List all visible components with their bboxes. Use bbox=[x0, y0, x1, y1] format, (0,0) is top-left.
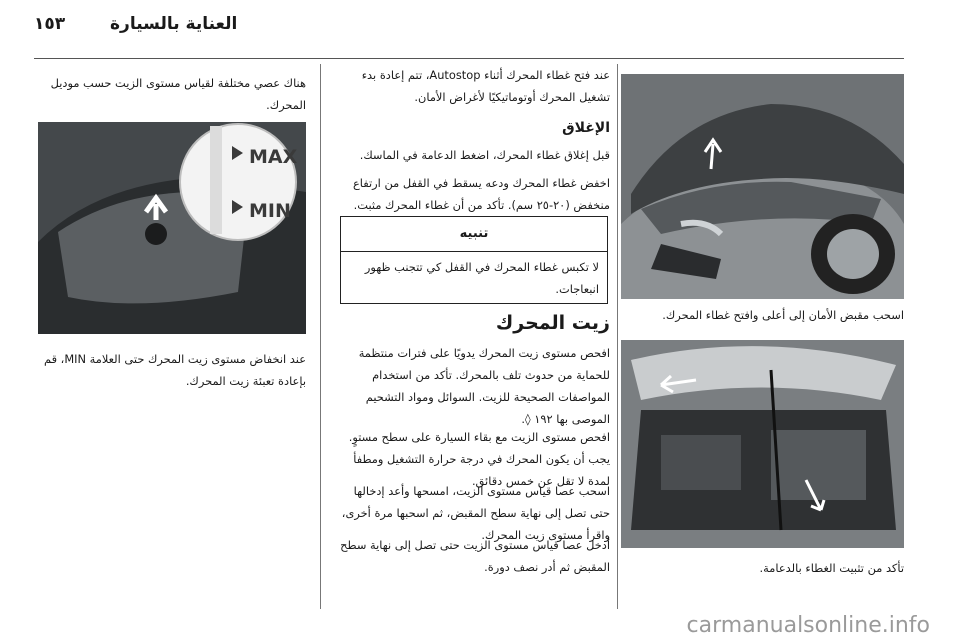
closing-heading: الإغلاق bbox=[562, 120, 610, 136]
hood-release-photo bbox=[621, 74, 904, 299]
oil-paragraph-3: اسحب عصا قياس مستوى الزيت، امسحها وأعد إدخالها حتى تصل إلى نهاية سطح المقبض، ثم اسحبها مرة أخرى، واقرأ مستوى زيت المحرك. bbox=[341, 484, 610, 542]
notice-title: تنبيه bbox=[341, 217, 607, 252]
dipstick-min-label: MIN bbox=[249, 200, 291, 222]
column-divider-right bbox=[617, 64, 618, 609]
engine-bay-illustration bbox=[621, 340, 904, 548]
dipstick-photo bbox=[38, 122, 306, 334]
header-rule bbox=[34, 58, 904, 59]
dipstick-max-label: MAX bbox=[249, 146, 298, 168]
hood-release-caption: اسحب مقبض الأمان إلى أعلى وافتح غطاء المحرك. bbox=[662, 308, 904, 322]
dipstick-caption: عند انخفاض مستوى زيت المحرك حتى العلامة MIN، قم بإعادة تعبئة زيت المحرك. bbox=[43, 352, 306, 388]
car-front-illustration bbox=[621, 74, 904, 299]
notice-text: لا تكبس غطاء المحرك في القفل كي تتجنب ظهور انبعاجات. bbox=[364, 260, 599, 296]
oil-paragraph-4: أدخل عصا قياس مستوى الزيت حتى تصل إلى نهاية سطح المقبض ثم أدر نصف دورة. bbox=[340, 538, 610, 574]
left-column bbox=[38, 64, 306, 606]
closing-paragraph-1: قبل إغلاق غطاء المحرك، اضغط الدعامة في الماسك. bbox=[359, 148, 610, 162]
section-title: العناية بالسيارة bbox=[110, 14, 238, 34]
column-divider-left bbox=[320, 64, 321, 609]
page-number: ١٥٣ bbox=[34, 14, 66, 34]
oil-paragraph-2: افحص مستوى الزيت مع بقاء السيارة على سطح مستوٍ. يجب أن يكون المحرك في درجة حرارة التشغيل ومطفأ لمدة لا تقل عن خمس دقائق. bbox=[348, 430, 610, 488]
notice-box bbox=[340, 216, 608, 304]
oil-paragraph-1: افحص مستوى زيت المحرك يدويًا على فترات منتظمة للحماية من حدوث تلف بالمحرك. تأكد من استخدام المواصفات الصحيحة للزيت. السوائل ومواد التشحيم الموصى بها ١٩٢ ◊. bbox=[358, 346, 610, 426]
autostop-paragraph: عند فتح غطاء المحرك أثناء Autostop، تتم إعادة بدء تشغيل المحرك أوتوماتيكيًا لأغراض الأمان. bbox=[361, 68, 610, 104]
dipstick-intro: هناك عصي مختلفة لقياس مستوى الزيت حسب موديل المحرك. bbox=[50, 76, 306, 112]
page-header bbox=[0, 0, 960, 62]
closing-paragraph-2: اخفض غطاء المحرك ودعه يسقط في القفل من ارتفاع منخفض (٢٠-٢٥ سم). تأكد من أن غطاء المحرك مثبت. bbox=[352, 176, 610, 212]
engine-oil-heading: زيت المحرك bbox=[495, 312, 610, 334]
hood-prop-photo bbox=[621, 340, 904, 548]
middle-column bbox=[334, 64, 610, 606]
hood-prop-caption: تأكد من تثبيت الغطاء بالدعامة. bbox=[759, 561, 904, 575]
right-column bbox=[621, 64, 904, 606]
watermark: carmanualsonline.info bbox=[686, 613, 930, 638]
